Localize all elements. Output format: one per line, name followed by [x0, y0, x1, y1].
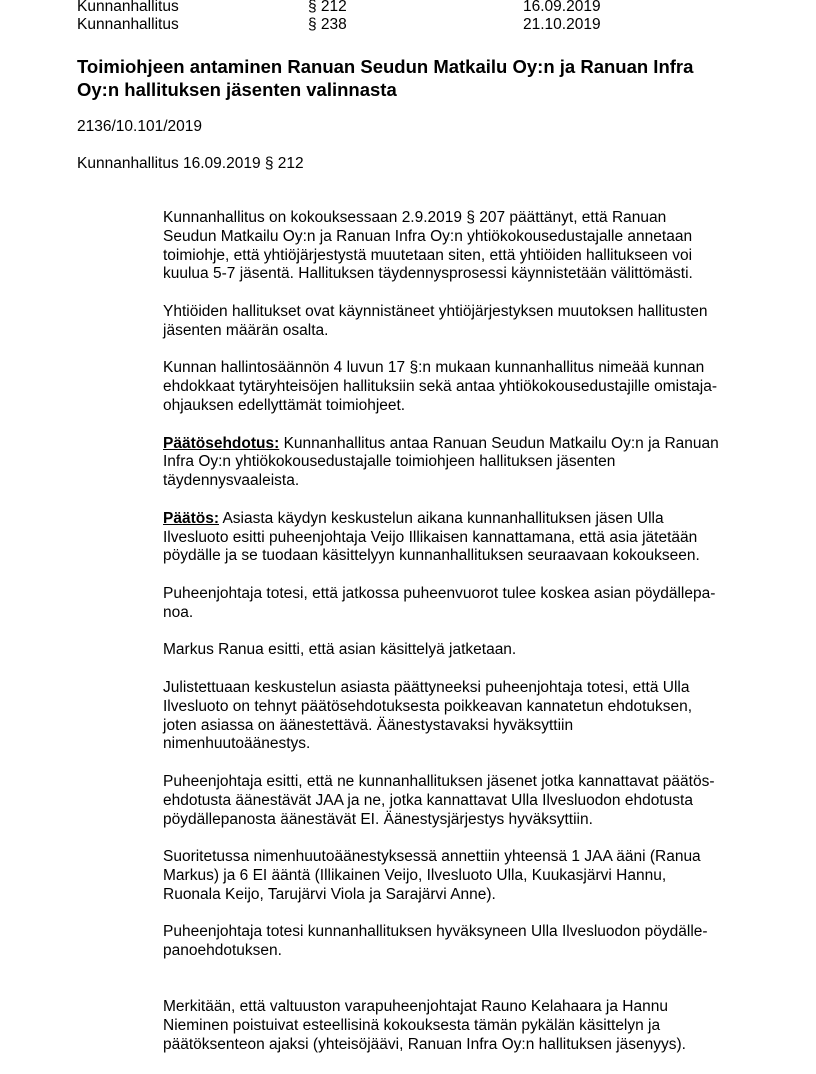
text-line: ohjauksen edellyttämät toimiohjeet. [163, 396, 406, 414]
text-line: Markus) ja 6 EI ääntä (Illikainen Veijo, Ilvesluoto Ulla, Kuukasjärvi Hannu, [163, 866, 667, 884]
header-row [77, 0, 777, 16]
body-paragraph [163, 679, 753, 754]
text-line: Nieminen poistuivat esteellisinä kokouksesta tämän pykälän käsittelyn ja [163, 1017, 661, 1035]
document-title [77, 55, 757, 101]
header-section-number: § 212 [308, 0, 347, 15]
text-line: Ilvesluoto esitti puheenjohtaja Veijo Illikaisen kannattamana, että asia jätetään [163, 528, 698, 546]
body-paragraph [163, 773, 753, 829]
header-date: 16.09.2019 [523, 0, 601, 15]
text-line: Puheenjohtaja totesi kunnanhallituksen hyväksyneen Ulla Ilvesluodon pöydälle- [163, 923, 708, 941]
text-line: Kunnan hallintosäännön 4 luvun 17 §:n mukaan kunnanhallitus nimeää kunnan [163, 359, 705, 377]
text-line [163, 435, 753, 454]
text-line: Kunnanhallitus on kokouksessaan 2.9.2019 § 207 päättänyt, että Ranuan [163, 209, 667, 226]
diary-number: 2136/10.101/2019 [77, 118, 202, 135]
paragraph-label: Päätös: [163, 509, 219, 527]
body-paragraph [163, 923, 753, 961]
body-paragraph [163, 641, 753, 660]
label-continuation: Kunnanhallitus antaa Ranuan Seudun Matkailu Oy:n ja Ranuan [279, 434, 719, 452]
body-paragraph [163, 303, 753, 341]
text-line [163, 510, 753, 529]
header-body-name: Kunnanhallitus [77, 0, 179, 15]
text-line: Seudun Matkailu Oy:n ja Ranuan Infra Oy:n yhtiökokousedustajalle annetaan [163, 227, 693, 245]
text-line: nimenhuutoäänestys. [163, 735, 311, 753]
body-paragraph [163, 848, 753, 904]
label-continuation: Asiasta käydyn keskustelun aikana kunnanhallituksen jäsen Ulla [219, 509, 664, 527]
text-line: Ilvesluoto on tehnyt päätösehdotuksesta poikkeavan kannatetun ehdotuksen, [163, 697, 693, 715]
text-line: täydennysvaaleista. [163, 472, 300, 490]
header-row [77, 16, 777, 34]
text-line: päätöksenteon ajaksi (yhteisöjäävi, Ranuan Infra Oy:n hallituksen jäsenyys). [163, 1036, 686, 1054]
header-section-number: § 238 [308, 16, 347, 33]
text-line: pöydälle ja se tuodaan käsittelyyn kunnanhallituksen seuraavaan kokoukseen. [163, 547, 700, 565]
body-paragraph [163, 209, 753, 284]
text-line: joten asiassa on äänestettävä. Äänestystavaksi hyväksyttiin [163, 716, 574, 734]
text-line: noa. [163, 603, 194, 621]
text-line: Ruonala Keijo, Tarujärvi Viola ja Sarajärvi Anne). [163, 885, 496, 903]
decision-paragraph [163, 510, 753, 566]
text-line: Merkitään, että valtuuston varapuheenjohtajat Rauno Kelahaara ja Hannu [163, 998, 668, 1016]
text-line: Puheenjohtaja esitti, että ne kunnanhallituksen jäsenet jotka kannattavat päätös- [163, 772, 715, 790]
header-date: 21.10.2019 [523, 16, 601, 33]
text-line: Yhtiöiden hallitukset ovat käynnistäneet yhtiöjärjestyksen muutoksen hallitusten [163, 302, 708, 320]
text-line: kuulua 5-7 jäsentä. Hallituksen täydennysprosessi käynnistetään välittömästi. [163, 265, 693, 283]
body-paragraph [163, 585, 753, 623]
body-paragraph [163, 359, 753, 415]
text-line: Julistettuaan keskustelun asiasta päättyneeksi puheenjohtaja totesi, että Ulla [163, 678, 690, 696]
paragraph-label: Päätösehdotus: [163, 434, 280, 452]
text-line: Infra Oy:n yhtiökokousedustajalle toimiohjeen hallituksen jäsenten [163, 453, 616, 471]
text-line: Markus Ranua esitti, että asian käsittelyä jatketaan. [163, 641, 517, 659]
text-line: pöydällepanosta äänestävät EI. Äänestysjärjestys hyväksyttiin. [163, 810, 593, 828]
meeting-reference: Kunnanhallitus 16.09.2019 § 212 [77, 155, 304, 172]
text-line: Puheenjohtaja totesi, että jatkossa puheenvuorot tulee koskea asian pöydällepa- [163, 584, 716, 602]
text-line: panoehdotuksen. [163, 942, 282, 960]
title-line: Toimiohjeen antaminen Ranuan Seudun Matkailu Oy:n ja Ranuan Infra [77, 56, 694, 77]
title-line: Oy:n hallituksen jäsenten valinnasta [77, 79, 397, 100]
text-line: ehdokkaat tytäryhteisöjen hallituksiin sekä antaa yhtiökokousedustajille omistaja- [163, 378, 718, 396]
decision-proposal-paragraph [163, 435, 753, 491]
text-line: Suoritetussa nimenhuutoäänestyksessä annettiin yhteensä 1 JAA ääni (Ranua [163, 848, 701, 866]
text-line: jäsenten määrän osalta. [163, 321, 329, 339]
text-line: ehdotusta äänestävät JAA ja ne, jotka kannattavat Ulla Ilvesluodon ehdotusta [163, 791, 693, 809]
text-line: toimiohje, että yhtiöjärjestystä muutetaan siten, että yhtiöiden hallitukseen voi [163, 246, 693, 264]
header-body-name: Kunnanhallitus [77, 16, 179, 33]
body-paragraph [163, 998, 753, 1054]
document-body [163, 209, 753, 1074]
